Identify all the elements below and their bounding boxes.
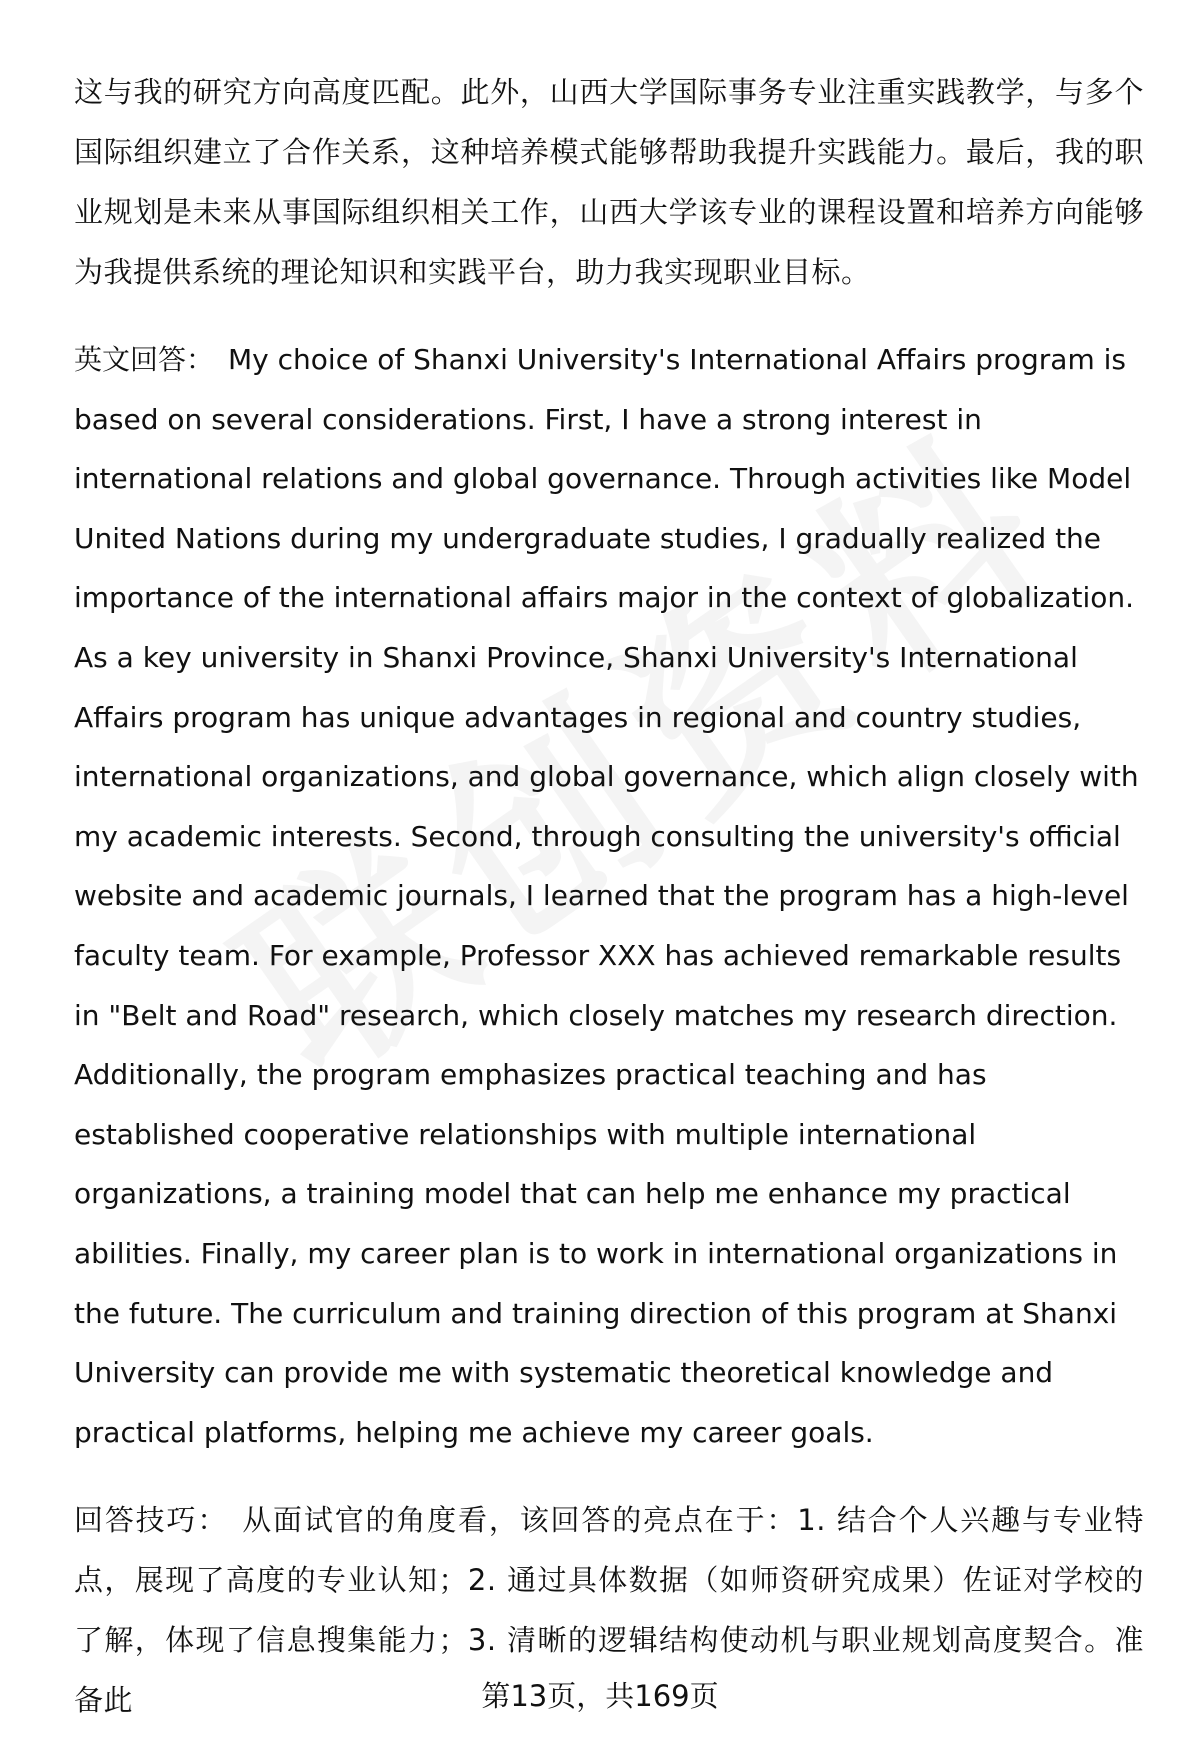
document-body — [74, 62, 1144, 1730]
english-answer-text: My choice of Shanxi University's International Affairs program is based on several considerations. First, I have a strong interest in international relations and global governance. Through activities like Model United Nations during my undergraduate studies, I gradually realized the importance of the international affairs major in the context of globalization. As a key university in Shanxi Province, Shanxi University's International Affairs program has unique advantages in regional and country studies, international organizations, and global governance, which align closely with my academic interests. Second, through consulting the university's official website and academic journals, I learned that the program has a high-level faculty team. For example, Professor XXX has achieved remarkable results in "Belt and Road" research, which closely matches my research direction. Additionally, the program emphasizes practical teaching and has established cooperative relationships with multiple international organizations, a training model that can help me enhance my practical abilities. Finally, my career plan is to work in international organizations in the future. The curriculum and training direction of this program at Shanxi University can provide me with systematic theoretical knowledge and practical platforms, helping me achieve my career goals. — [74, 343, 1139, 1449]
english-answer-paragraph — [74, 330, 1144, 1462]
answer-tips-label: 回答技巧： — [74, 1503, 229, 1538]
chinese-continuation-paragraph: 这与我的研究方向高度匹配。此外，山西大学国际事务专业注重实践教学，与多个国际组织建立了合作关系，这种培养模式能够帮助我提升实践能力。最后，我的职业规划是未来从事国际组织相关工作，山西大学该专业的课程设置和培养方向能够为我提供系统的理论知识和实践平台，助力我实现职业目标。 — [74, 75, 1144, 289]
answer-tips-text: 从面试官的角度看，该回答的亮点在于：1. 结合个人兴趣与专业特点，展现了高度的专业认知；2. 通过具体数据（如师资研究成果）佐证对学校的了解，体现了信息搜集能力；3. 清晰的逻辑结构使动机与职业规划高度契合。准备此 — [74, 1503, 1144, 1718]
page-number-footer: 第13页，共169页 — [481, 1679, 719, 1713]
english-answer-label: 英文回答： — [74, 343, 215, 376]
